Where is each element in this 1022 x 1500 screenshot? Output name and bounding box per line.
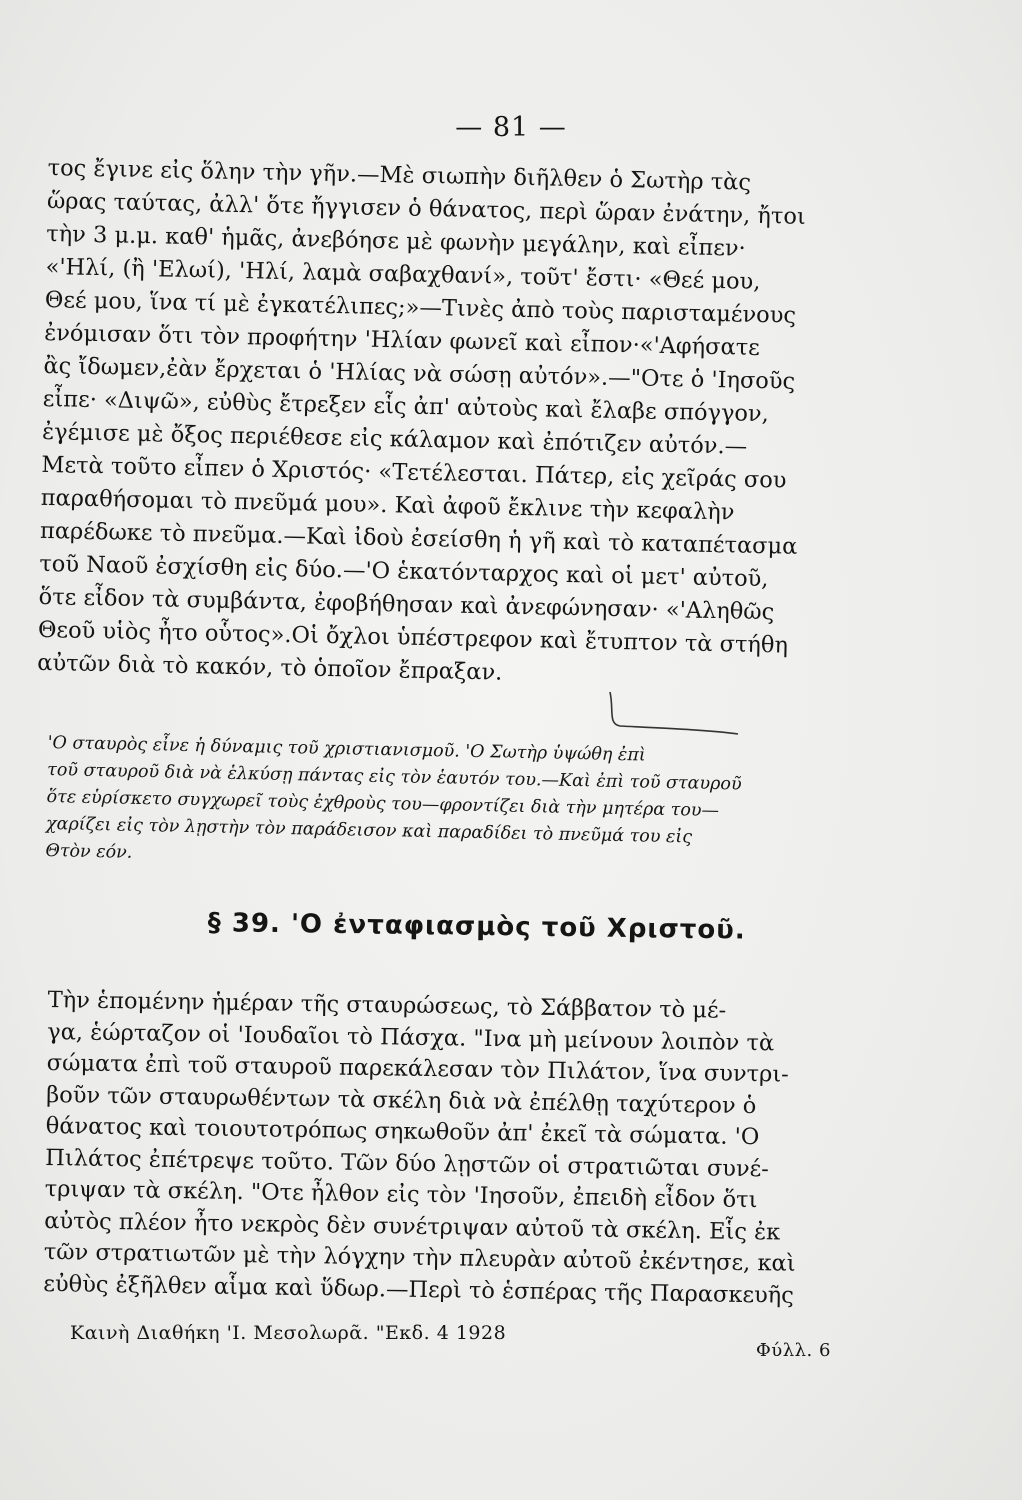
text-line: ἂς ἴδωμεν,ἐὰν ἔρχεται ὁ 'Ηλίας νὰ σώσῃ αὐτόν».—"Οτε ὁ 'Ιησοῦς xyxy=(43,352,796,395)
text-line: αὐτῶν διὰ τὸ κακόν, τὸ ὁποῖον ἔπραξαν. xyxy=(37,649,503,686)
summary-note xyxy=(45,730,898,883)
text-line: ὅτε εἶδον τὰ συμβάντα, ἐφοβήθησαν καὶ ἀνεφώνησαν· «'Αληθῶς xyxy=(38,583,775,626)
note-line: 'Ο σταυρὸς εἶνε ἡ δύναμις τοῦ χριστιανισμοῦ. 'Ο Σωτὴρ ὑψώθη ἐπὶ xyxy=(47,732,646,766)
text-line: ἐγέμισε μὲ ὄξος περιέθεσε εἰς κάλαμον καὶ ἐπότιζεν αὐτόν.— xyxy=(41,418,748,460)
text-line: Θεοῦ υἱὸς ἦτο οὗτος».Οἱ ὄχλοι ὑπέστρεφον καὶ ἔτυπτον τὰ στήθη xyxy=(37,616,789,659)
text-line: τῶν στρατιωτῶν μὲ τὴν λόγχην τὴν πλευρὰν αὐτοῦ ἐκέντησε, καὶ xyxy=(43,1238,796,1277)
text-line: Τὴν ἑπομένην ἡμέραν τῆς σταυρώσεως, τὸ Σάββατον τὸ μέ- xyxy=(47,986,727,1024)
text-line: γα, ἑώρταζον οἱ 'Ιουδαῖοι τὸ Πάσχα. "Ινα μὴ μείνουν λοιπὸν τὰ xyxy=(47,1018,775,1056)
text-line: σώματα ἐπὶ τοῦ σταυροῦ παρεκάλεσαν τὸν Πιλάτον, ἵνα συντρι- xyxy=(46,1049,789,1088)
note-line: Θτὸν εόν. xyxy=(45,840,133,863)
note-line: χαρίζει εἰς τὸν λῃστὴν τὸν παράδεισον καὶ παραδίδει τὸ πνεῦμά του εἰς xyxy=(45,813,693,848)
hand-drawn-divider xyxy=(600,690,740,740)
text-line: τριψαν τὰ σκέλη. "Οτε ἦλθον εἰς τὸν 'Ιησοῦν, ἐπειδὴ εἶδον ὅτι xyxy=(44,1175,758,1214)
main-paragraph xyxy=(37,152,888,697)
note-line: ὅτε εὑρίσκετο συγχωρεῖ τοὺς ἐχθροὺς του—φροντίζει διὰ τὴν μητέρα του— xyxy=(46,786,720,822)
text-line: τος ἔγινε εἰς ὅλην τὴν γῆν.—Μὲ σιωπὴν διῆλθεν ὁ Σωτὴρ τὰς xyxy=(47,154,752,196)
text-line: παραθήσομαι τὸ πνεῦμά μου». Καὶ ἀφοῦ ἔκλινε τὴν κεφαλὴν xyxy=(40,484,735,526)
text-line: εὐθὺς ἐξῆλθεν αἷμα καὶ ὕδωρ.—Περὶ τὸ ἑσπέρας τῆς Παρασκευῆς xyxy=(43,1270,795,1309)
text-line: τὴν 3 μ.μ. καθ' ἡμᾶς, ἀνεβόησε μὲ φωνὴν μεγάλην, καὶ εἶπεν· xyxy=(46,220,746,262)
text-line: τοῦ Ναοῦ ἐσχίσθη εἰς δύο.—'Ο ἑκατόνταρχος καὶ οἱ μετ' αὐτοῦ, xyxy=(39,550,769,593)
note-line: τοῦ σταυροῦ διὰ νὰ ἑλκύσῃ πάντας εἰς τὸν ἑαυτόν του.—Καὶ ἐπὶ τοῦ σταυροῦ xyxy=(46,759,742,795)
section-heading: § 39. 'Ο ἐνταφιασμὸς τοῦ Χριστοῦ. xyxy=(207,908,746,946)
text-line: θάνατος καὶ τοιουτοτρόπως σηκωθοῦν ἀπ' ἐκεῖ τὰ σώματα. 'Ο xyxy=(45,1112,760,1151)
footer-imprint: Καινὴ Διαθήκη 'Ι. Μεσολωρᾶ. "Εκδ. 4 1928 xyxy=(70,1322,507,1344)
text-line: «'Ηλί, (ἢ 'Ελωί), 'Ηλί, λαμὰ σαβαχθανί», τοῦτ' ἔστι· «Θεέ μου, xyxy=(45,253,761,295)
text-line: εἶπε· «Διψῶ», εὐθὺς ἔτρεξεν εἷς ἀπ' αὐτοὺς καὶ ἔλαβε σπόγγον, xyxy=(42,385,770,428)
text-line: Θεέ μου, ἵνα τί μὲ ἐγκατέλιπες;»—Τινὲς ἀπὸ τοὺς παρισταμένους xyxy=(44,286,797,329)
footer-sheet-number: Φύλλ. 6 xyxy=(756,1340,831,1361)
text-line: αὐτὸς πλέον ἦτο νεκρὸς δὲν συνέτριψαν αὐτοῦ τὰ σκέλη. Εἷς ἐκ xyxy=(44,1207,781,1246)
text-line: Πιλάτος ἐπέτρεψε τοῦτο. Τῶν δύο λῃστῶν οἱ στρατιῶται συνέ- xyxy=(45,1144,770,1182)
text-line: ἐνόμισαν ὅτι τὸν προφήτην 'Ηλίαν φωνεῖ καὶ εἶπον·«'Αφήσατε xyxy=(43,319,761,361)
section-paragraph xyxy=(43,985,888,1313)
page-number: — 81 — xyxy=(455,112,567,143)
text-line: Μετὰ τοῦτο εἶπεν ὁ Χριστός· «Τετέλεσται. Πάτερ, εἰς χεῖράς σου xyxy=(41,451,787,494)
text-line: βοῦν τῶν σταυρωθέντων τὰ σκέλη διὰ νὰ ἐπέλθῃ ταχύτερον ὁ xyxy=(46,1081,757,1119)
text-line: παρέδωκε τὸ πνεῦμα.—Καὶ ἰδοὺ ἐσείσθη ἡ γῆ καὶ τὸ καταπέτασμα xyxy=(39,517,798,560)
text-line: ὥρας ταύτας, ἀλλ' ὅτε ἤγγισεν ὁ θάνατος, περὶ ὥραν ἐνάτην, ἤτοι xyxy=(46,187,806,230)
